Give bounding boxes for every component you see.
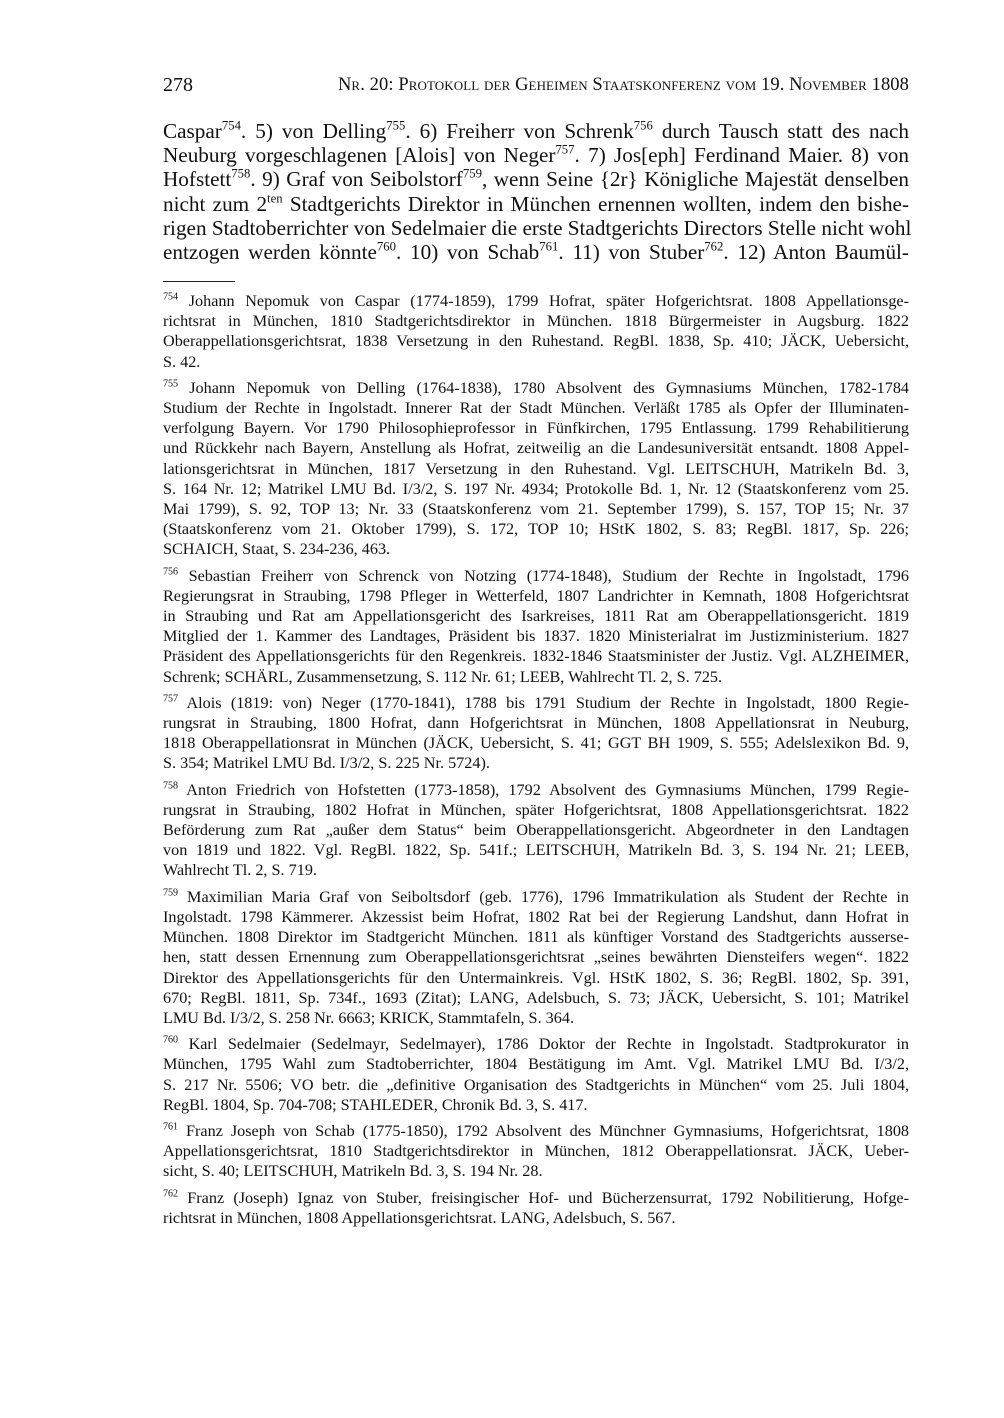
footnote-separator	[163, 281, 235, 282]
footnote-text: (Staatskonferenz vom 21. Oktober 1799), S. 172, TOP 10; HStK 1802, S. 83; RegBl. 1817, Sp. 226;	[163, 520, 909, 539]
footnote-text: hen, statt dessen Ernennung zum Oberappellationsgerichtsrat „seines bewährten Diensteifers wegen“. 1822	[163, 948, 909, 967]
footnote-line	[163, 947, 909, 967]
main-text-segment: . 5) von Delling	[240, 119, 387, 143]
footnote-text: Alois (1819: von) Neger (1770-1841), 1788 bis 1791 Studium der Rechte in Ingolstadt, 1800 Regie-	[186, 693, 909, 712]
footnote-reference: 755	[386, 118, 406, 133]
page-header	[163, 74, 909, 98]
footnote-reference: 754	[221, 118, 241, 133]
footnote-number: 760	[163, 1034, 179, 1046]
footnote-text: Beförderung zum Rat „außer dem Status“ beim Oberappellationsgericht. Abgeordneter in den Landtagen	[163, 821, 909, 840]
footnote-line	[163, 378, 909, 398]
footnote-line	[163, 1034, 909, 1054]
footnote-line	[163, 398, 909, 418]
footnote-line	[163, 887, 909, 907]
main-text-segment: . 11) von Stuber	[558, 240, 705, 265]
footnote-line	[163, 840, 909, 860]
main-text-segment: . 10) von Schab	[396, 240, 540, 265]
footnote-text: LMU Bd. I/3/2, S. 258 Nr. 6663; KRICK, Stammtafeln, S. 364.	[163, 1008, 574, 1027]
footnote-text: RegBl. 1804, Sp. 704-708; STAHLEDER, Chronik Bd. 3, S. 417.	[163, 1095, 588, 1114]
footnote-line	[163, 1054, 909, 1074]
main-text-segment: . 6) Freiherr von Schrenk	[405, 119, 634, 143]
footnote	[163, 1121, 909, 1182]
footnote-reference: 758	[231, 167, 251, 182]
footnote	[163, 887, 909, 1028]
footnote-line	[163, 1008, 909, 1028]
footnote-text: rungsrat in Straubing, 1800 Hofrat, dann Hofgerichtsrat in München, 1808 Appellationsrat in Neuburg,	[163, 714, 909, 733]
footnote-line	[163, 459, 909, 479]
footnote-line	[163, 780, 909, 800]
main-text-segment: Caspar	[163, 119, 222, 143]
footnote-line	[163, 820, 909, 840]
footnote-text: S. 217 Nr. 5506; VO betr. die „definitive Organisation des Stadtgerichts in München“ vom 25. Juli 1804,	[163, 1075, 909, 1094]
footnote-line	[163, 988, 909, 1008]
footnote-line	[163, 860, 909, 880]
footnote-text: Sebastian Freiherr von Schrenck von Notzing (1774-1848), Studium der Rechte in Ingolstadt, 1796	[188, 566, 909, 585]
footnote-line	[163, 907, 909, 927]
footnote-line	[163, 1208, 909, 1228]
footnote-text: Wahlrecht Tl. 2, S. 719.	[163, 861, 317, 880]
footnote-text: Franz (Joseph) Ignaz von Stuber, freisingischer Hof- und Bücherzensurrat, 1792 Nobilitierung, Hofge-	[187, 1188, 909, 1207]
footnote-text: SCHAICH, Staat, S. 234-236, 463.	[163, 540, 391, 559]
footnote-text: München. 1808 Direktor im Stadtgericht München. 1811 als künftiger Vorstand des Stadtgerichts ausserse-	[163, 928, 909, 947]
footnote-line	[163, 479, 909, 499]
main-text-line	[163, 215, 912, 240]
footnote-line	[163, 968, 909, 988]
footnote-line	[163, 311, 909, 331]
main-text-segment: durch Tausch statt des nach	[652, 119, 909, 143]
running-title: Nr. 20: Protokoll der Geheimen Staatskonferenz vom 19. November 1808	[337, 75, 909, 95]
footnote-line	[163, 438, 909, 458]
footnote	[163, 1034, 909, 1115]
footnote-text: richtsrat in München, 1808 Appellationsgerichtsrat. LANG, Adelsbuch, S. 567.	[163, 1208, 676, 1227]
footnote	[163, 291, 909, 372]
main-text-segment: , wenn Seine {2r} Königliche Majestät denselben	[481, 167, 910, 192]
footnote-text: S. 354; Matrikel LMU Bd. I/3/2, S. 225 Nr. 5724).	[163, 754, 490, 773]
footnote-text: verfolgung Bayern. Vor 1790 Philosophieprofessor in Fünfkirchen, 1795 Entlassung. 1799 Rehabilitierung	[163, 419, 909, 438]
footnote-line	[163, 1161, 909, 1181]
footnote-line	[163, 733, 909, 753]
footnote-line	[163, 1188, 909, 1208]
main-text-segment: nicht zum 2	[163, 191, 268, 216]
footnote-line	[163, 499, 909, 519]
footnote-text: Mai 1799), S. 92, TOP 13; Nr. 33 (Staatskonferenz vom 21. September 1799), S. 157, TOP 15; Nr. 37	[163, 500, 909, 519]
footnote-text: und Rückkehr nach Bayern, Anstellung als Hofrat, zeitweilig an die Landesuniversität entsandt. 1808 Appel-	[163, 439, 909, 458]
footnote-text: lationsgerichtsrat in München, 1817 Versetzung in den Ruhestand. Vgl. LEITSCHUH, Matrikeln Bd. 3,	[163, 459, 909, 478]
main-text-segment: rigen Stadtoberrichter von Sedelmaier die erste Stadtgerichts Directors Stelle nicht wohl	[163, 215, 912, 240]
main-text-segment: entzogen werden könnte	[163, 240, 377, 265]
footnote-line	[163, 606, 909, 626]
footnote-number: 762	[163, 1188, 179, 1200]
footnote-text: 1818 Oberappellationsrat in München (JÄCK, Uebersicht, S. 41; GGT BH 1909, S. 555; Adelslexikon Bd. 9,	[163, 734, 909, 753]
main-text	[163, 118, 912, 265]
main-text-line	[163, 240, 909, 264]
footnote-reference: 756	[633, 118, 653, 133]
footnote-text: sicht, S. 40; LEITSCHUH, Matrikeln Bd. 3, S. 194 Nr. 28.	[163, 1162, 543, 1181]
footnote-text: Direktor des Appellationsgerichts für den Untermainkreis. Vgl. HStK 1802, S. 36; RegBl. 1802, Sp. 391,	[163, 968, 909, 987]
footnote-number: 757	[163, 693, 179, 705]
footnote-text: S. 42.	[163, 352, 201, 371]
footnote-text: rungsrat in Straubing, 1802 Hofrat in München, später Hofgerichtsrat, 1808 Appellationsgerichtsrat. 1822	[163, 800, 909, 819]
footnote-reference: 757	[555, 142, 575, 157]
main-text-segment: . 7) Jos[eph] Ferdinand Maier. 8) von	[574, 143, 909, 168]
footnotes	[163, 291, 909, 1234]
footnote	[163, 780, 909, 881]
footnote-line	[163, 800, 909, 820]
footnote-line	[163, 331, 909, 351]
footnote-line	[163, 1095, 909, 1115]
main-text-segment: Neuburg vorgeschlagenen [Alois] von Neger	[163, 143, 556, 168]
footnote-line	[163, 693, 909, 713]
footnote	[163, 1188, 909, 1228]
footnote-text: 670; RegBl. 1811, Sp. 734f., 1693 (Zitat); LANG, Adelsbuch, S. 73; JÄCK, Uebersicht, S. 101; Matrikel	[163, 988, 909, 1007]
footnote-line	[163, 626, 909, 646]
footnote-text: München, 1795 Wahl zum Stadtoberrichter, 1804 Bestätigung im Amt. Vgl. Matrikel LMU Bd. I/3/2,	[163, 1055, 909, 1074]
footnote-text: Mitglied der 1. Kammer des Landtages, Präsident bis 1837. 1820 Ministerialrat im Justizministerium. 1827	[163, 627, 909, 646]
footnote-line	[163, 418, 909, 438]
main-text-segment: Stadtgerichts Direktor in München ernennen wollten, indem den bishe-	[282, 191, 910, 216]
footnote-number: 755	[163, 378, 179, 390]
footnote-line	[163, 1075, 909, 1095]
footnote-text: Johann Nepomuk von Caspar (1774-1859), 1799 Hofrat, später Hofgerichtsrat. 1808 Appellationsge-	[188, 292, 909, 310]
footnote-text: von 1819 und 1822. Vgl. RegBl. 1822, Sp. 541f.; LEITSCHUH, Matrikeln Bd. 3, S. 194 Nr. 21; LEEB,	[163, 841, 909, 860]
footnote-text: Johann Nepomuk von Delling (1764-1838), 1780 Absolvent des Gymnasiums München, 1782-1784	[189, 378, 910, 397]
footnote-text: Maximilian Maria Graf von Seiboltsdorf (geb. 1776), 1796 Immatrikulation als Student der Rechte in	[187, 887, 909, 906]
footnote-line	[163, 646, 909, 666]
footnote-text: Franz Joseph von Schab (1775-1850), 1792 Absolvent des Münchner Gymnasiums, Hofgerichtsrat, 1808	[186, 1121, 910, 1140]
footnote-text: richtsrat in München, 1810 Stadtgerichtsdirektor in München. 1818 Bürgermeister in Augsburg. 1822	[163, 312, 909, 331]
footnote-number: 756	[163, 566, 179, 578]
footnote-line	[163, 713, 909, 733]
footnote-line	[163, 566, 909, 586]
footnote-line	[163, 519, 909, 539]
footnote-text: Studium der Rechte in Ingolstadt. Innerer Rat der Stadt München. Verläßt 1785 als Opfer der Illuminaten-	[163, 399, 909, 418]
footnote-line	[163, 539, 909, 559]
footnote-reference: 761	[539, 239, 559, 254]
footnote-line	[163, 291, 909, 311]
footnote-reference: 762	[704, 239, 724, 254]
main-text-segment: . 9) Graf von Seibolstorf	[250, 167, 463, 192]
footnote-text: Karl Sedelmaier (Sedelmayr, Sedelmayer), 1786 Doktor der Rechte in Ingolstadt. Stadtprokurator in	[188, 1035, 909, 1054]
footnote-line	[163, 1121, 909, 1141]
main-text-line	[163, 192, 909, 216]
footnote-line	[163, 753, 909, 773]
footnote-line	[163, 352, 909, 372]
footnote-text: in Straubing und Rat am Appellationsgericht des Isarkreises, 1811 Rat am Oberappellationsgericht. 1819	[163, 607, 909, 626]
main-text-segment: . 12) Anton Baumül-	[723, 240, 909, 265]
main-text-segment: Hofstett	[163, 167, 232, 192]
footnote-text: S. 164 Nr. 12; Matrikel LMU Bd. I/3/2, S. 197 Nr. 4934; Protokolle Bd. 1, Nr. 12 (Staatskonferenz vom 25.	[163, 479, 909, 498]
main-text-line	[163, 167, 909, 191]
footnote-line	[163, 667, 909, 687]
footnote-text: Anton Friedrich von Hofstetten (1773-1858), 1792 Absolvent des Gymnasiums München, 1799 Regie-	[186, 780, 910, 799]
page-number: 278	[163, 74, 193, 96]
footnote-reference: 760	[376, 239, 396, 254]
footnote-reference: ten	[267, 191, 283, 206]
footnote-line	[163, 586, 909, 606]
footnote-number: 754	[163, 291, 179, 303]
footnote-text: Appellationsgerichtsrat, 1810 Stadtgerichtsdirektor in München, 1812 Oberappellationsrat. JÄCK, Ueber-	[163, 1142, 909, 1161]
main-text-line	[163, 143, 909, 167]
footnote-text: Regierungsrat in Straubing, 1798 Pfleger in Wetterfeld, 1807 Landrichter in Kemnath, 1808 Hofgerichtsrat	[163, 586, 909, 605]
footnote-text: Schrenk; SCHÄRL, Zusammensetzung, S. 112 Nr. 61; LEEB, Wahlrecht Tl. 2, S. 725.	[163, 667, 723, 686]
footnote-number: 761	[163, 1121, 179, 1133]
footnote-line	[163, 927, 909, 947]
footnote-text: Oberappellationsgerichtsrat, 1838 Versetzung in den Ruhestand. RegBl. 1838, Sp. 410; JÄCK, Uebersicht,	[163, 332, 909, 351]
footnote-number: 758	[163, 780, 179, 792]
main-text-line	[163, 119, 909, 143]
footnote	[163, 378, 909, 560]
footnote-number: 759	[163, 887, 179, 899]
footnote	[163, 566, 909, 687]
footnote	[163, 693, 909, 774]
footnote-line	[163, 1141, 909, 1161]
footnote-reference: 759	[462, 167, 482, 182]
footnote-text: Ingolstadt. 1798 Kämmerer. Akzessist beim Hofrat, 1802 Rat bei der Regierung Landshut, dann Hofrat in	[163, 907, 909, 926]
footnote-text: Präsident des Appellationsgerichts für den Regenkreis. 1832-1846 Staatsminister der Justiz. Vgl. ALZHEIMER,	[163, 647, 909, 666]
